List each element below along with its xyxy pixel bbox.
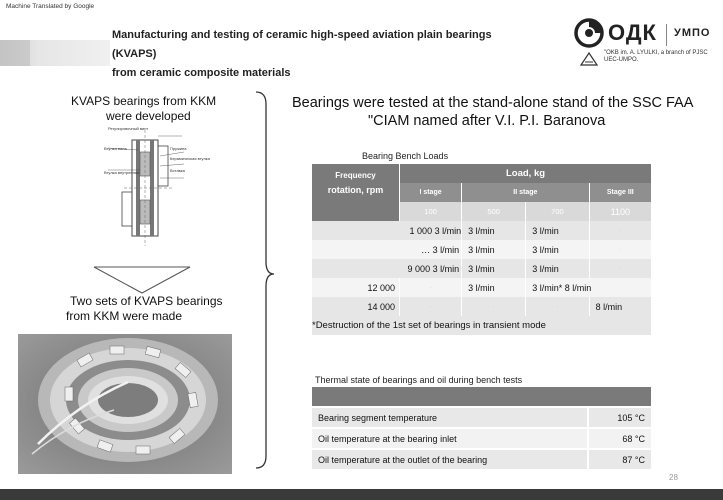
test-stand-heading (292, 94, 712, 130)
table-row (312, 297, 651, 316)
thermal-caption: Thermal state of bearings and oil during bench tests (315, 375, 523, 385)
odk-logo-icon (574, 18, 604, 48)
curly-brace (254, 90, 276, 470)
page-title (112, 26, 492, 83)
logo-caption: "OKB im. A. LYULKI, a branch of PJSC UEC-UMPO. (604, 50, 708, 63)
load-cell: 3 l/min (526, 221, 589, 240)
header-freq-line-1: Frequency (335, 171, 376, 180)
load-cell: · (526, 297, 589, 316)
page-number: 28 (669, 473, 678, 482)
header-stage-2: II stage (462, 183, 590, 202)
developed-text (71, 94, 251, 124)
heading-line-2: "CIAM named after V.I. P.I. Baranova (368, 113, 606, 129)
load-cell: 3 l/min (526, 240, 589, 259)
load-cell: 8 l/min (589, 297, 651, 316)
load-cell: · (589, 221, 651, 240)
drawing-label-spring: Пружина (170, 146, 187, 151)
lyulka-emblem-icon (580, 52, 598, 66)
heading-line-1: Bearings were tested at the stand-alone stand of the SSC FAA (292, 95, 694, 111)
logo-divider (666, 24, 667, 46)
title-line-2: (KVAPS) (112, 48, 157, 60)
title-line-3: from ceramic composite materials (112, 67, 291, 79)
table-row (312, 278, 651, 297)
made-text (66, 294, 250, 324)
drawing-label-insert: Вставка (170, 168, 185, 173)
top-bar (0, 0, 723, 14)
footer-bar (0, 489, 723, 500)
title-line-1: Manufacturing and testing of ceramic high-speed aviation plain bearings (112, 29, 492, 41)
header-rpm-spacer (312, 202, 400, 221)
table-row (312, 240, 651, 259)
thermal-value: 105 °C (588, 408, 651, 428)
made-line-2: from KKM were made (66, 309, 183, 323)
bearing-photo (18, 334, 232, 474)
thermal-label: Oil temperature at the outlet of the bearing (312, 449, 588, 470)
logo-main-text: ОДК (608, 20, 657, 45)
load-cell: 3 l/min (526, 259, 589, 278)
freq-cell: 1 000 3 l/min (312, 221, 462, 240)
load-1100: 1100 (589, 202, 651, 221)
header-frequency (312, 164, 400, 202)
header-freq-line-2: rotation, rpm (327, 185, 384, 195)
thermal-table (312, 408, 651, 471)
load-cell: · (400, 278, 462, 297)
freq-cell: 9 000 3 l/min (312, 259, 462, 278)
thermal-label: Bearing segment temperature (312, 408, 588, 428)
load-cell: 3 l/min (462, 259, 526, 278)
header-decor-strip-dark (0, 40, 30, 66)
bench-loads-caption: Bearing Bench Loads (362, 151, 449, 161)
drawing-label-shaft: Втулка вала (104, 146, 127, 151)
load-cell: · (589, 240, 651, 259)
thermal-value: 87 °C (588, 449, 651, 470)
developed-line-2: were developed (106, 109, 191, 123)
drawing-label-top: Регулировочный винт (108, 126, 149, 131)
developed-line-1: KVAPS bearings from KKM (71, 94, 217, 108)
company-logo (574, 14, 714, 74)
drawing-label-inner: Втулка внутренняя (104, 170, 140, 175)
logo-sub-text: УМПО (674, 27, 711, 39)
thermal-table-header (312, 387, 651, 406)
drawing-label-ceramic: Керамическая втулка (170, 156, 210, 161)
down-arrow-icon (92, 266, 192, 294)
freq-cell: 14 000 (312, 297, 400, 316)
load-cell: · (462, 297, 526, 316)
freq-cell: … 3 l/min (312, 240, 462, 259)
load-cell: 3 l/min (462, 221, 526, 240)
load-cell: 3 l/min (462, 278, 526, 297)
bearing-photo-image (18, 334, 232, 474)
load-700: 700 (526, 202, 589, 221)
load-cell: 3 l/min* 8 l/min (526, 278, 651, 297)
table-row (312, 449, 651, 470)
load-100: 100 (400, 202, 462, 221)
thermal-label: Oil temperature at the bearing inlet (312, 428, 588, 449)
machine-translated-label: Machine Translated by Google (6, 3, 95, 10)
load-cell: · (400, 297, 462, 316)
header-stage-3: Stage III (589, 183, 651, 202)
header-load: Load, kg (400, 164, 652, 183)
bearing-drawing (104, 126, 190, 250)
table-row (312, 428, 651, 449)
load-cell: · (589, 259, 651, 278)
table-note-row (312, 316, 651, 335)
table-row (312, 408, 651, 428)
load-cell: 3 l/min (462, 240, 526, 259)
table-row (312, 221, 651, 240)
made-line-1: Two sets of KVAPS bearings (70, 294, 223, 308)
header-stage-1: I stage (400, 183, 462, 202)
freq-cell: 12 000 (312, 278, 400, 297)
load-500: 500 (462, 202, 526, 221)
thermal-value: 68 °C (588, 428, 651, 449)
table-row (312, 259, 651, 278)
destruction-note: *Destruction of the 1st set of bearings in transient mode (312, 316, 651, 335)
bench-loads-table (312, 164, 651, 335)
